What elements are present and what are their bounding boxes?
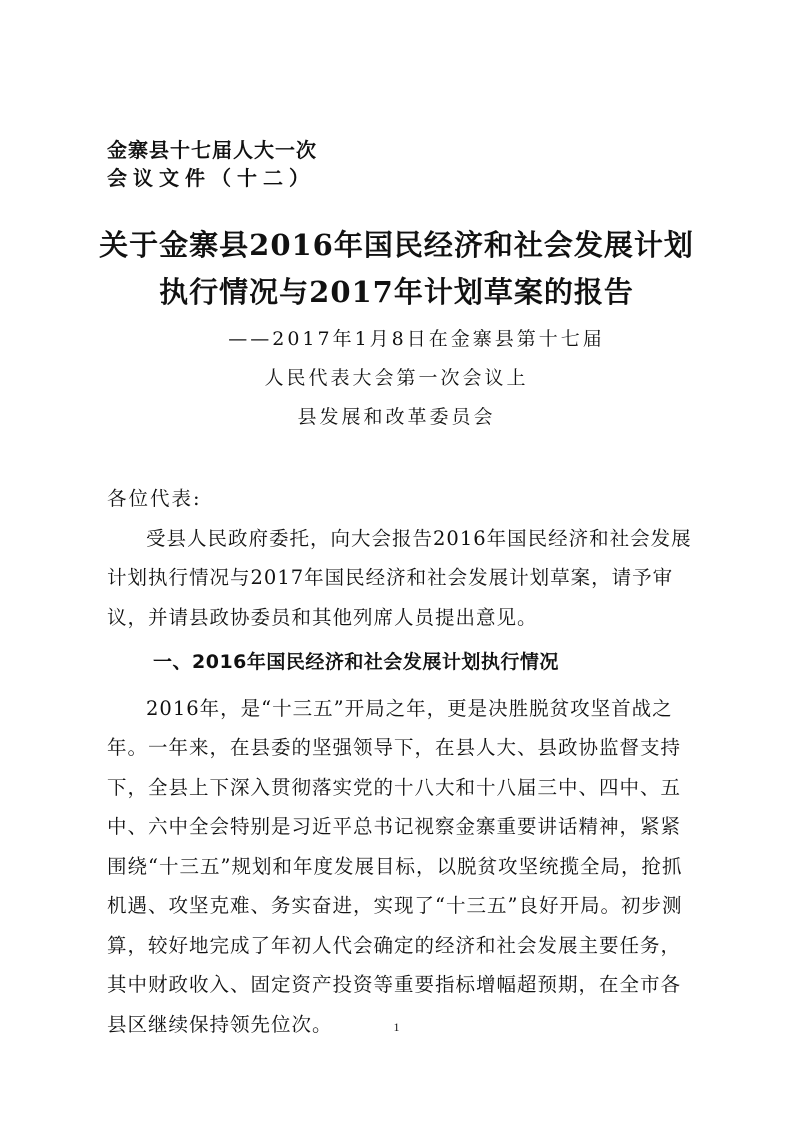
page-number: 1 xyxy=(393,1020,400,1034)
report-subtitle xyxy=(0,320,793,437)
header-line-2: 会议文件（十二） xyxy=(107,166,315,190)
subtitle-date-text: ——2017年1月8日在金寨县第十七届 xyxy=(228,328,605,350)
title-line-2: 执行情况与2017年计划草案的报告 xyxy=(159,275,634,309)
salutation: 各位代表: xyxy=(107,487,202,510)
subtitle-line-2: 人民代表大会第一次会议上 xyxy=(264,367,529,389)
title-line-1: 关于金寨县2016年国民经济和社会发展计划 xyxy=(99,228,694,262)
intro-paragraph: 受县人民政府委托，向大会报告2016年国民经济和社会发展计划执行情况与2017年国民经济和社会发展计划草案，请予审议，并请县政协委员和其他列席人员提出意见。 xyxy=(107,526,692,629)
subtitle-line-1 xyxy=(0,320,793,359)
report-title xyxy=(0,222,793,316)
report-body xyxy=(107,479,693,1044)
section-1-paragraph: 2016年，是“十三五”开局之年，更是决胜脱贫攻坚首战之年。一年来，在县委的坚强领导下，在县人大、县政协监督支持下，全县上下深入贯彻落实党的十八大和十八届三中、四中、五中、六中全会特别是习近平总书记视察金寨重要讲话精神，紧紧围绕“十三五”规划和年度发展目标，以脱贫攻坚统揽全局，抢抓机遇、攻坚克难、务实奋进，实现了“十三五”良好开局。初步测算，较好地完成了年初人代会确定的经济和社会发展主要任务，其中财政收入、固定资产投资等重要指标增幅超预期，在全市各县区继续保持领先位次。 xyxy=(107,696,683,1036)
subtitle-line-3: 县发展和改革委员会 xyxy=(297,406,496,428)
section-heading-1: 一、2016年国民经济和社会发展计划执行情况 xyxy=(153,651,559,673)
document-header xyxy=(107,136,317,192)
header-line-1: 金寨县十七届人大一次 xyxy=(107,138,317,162)
